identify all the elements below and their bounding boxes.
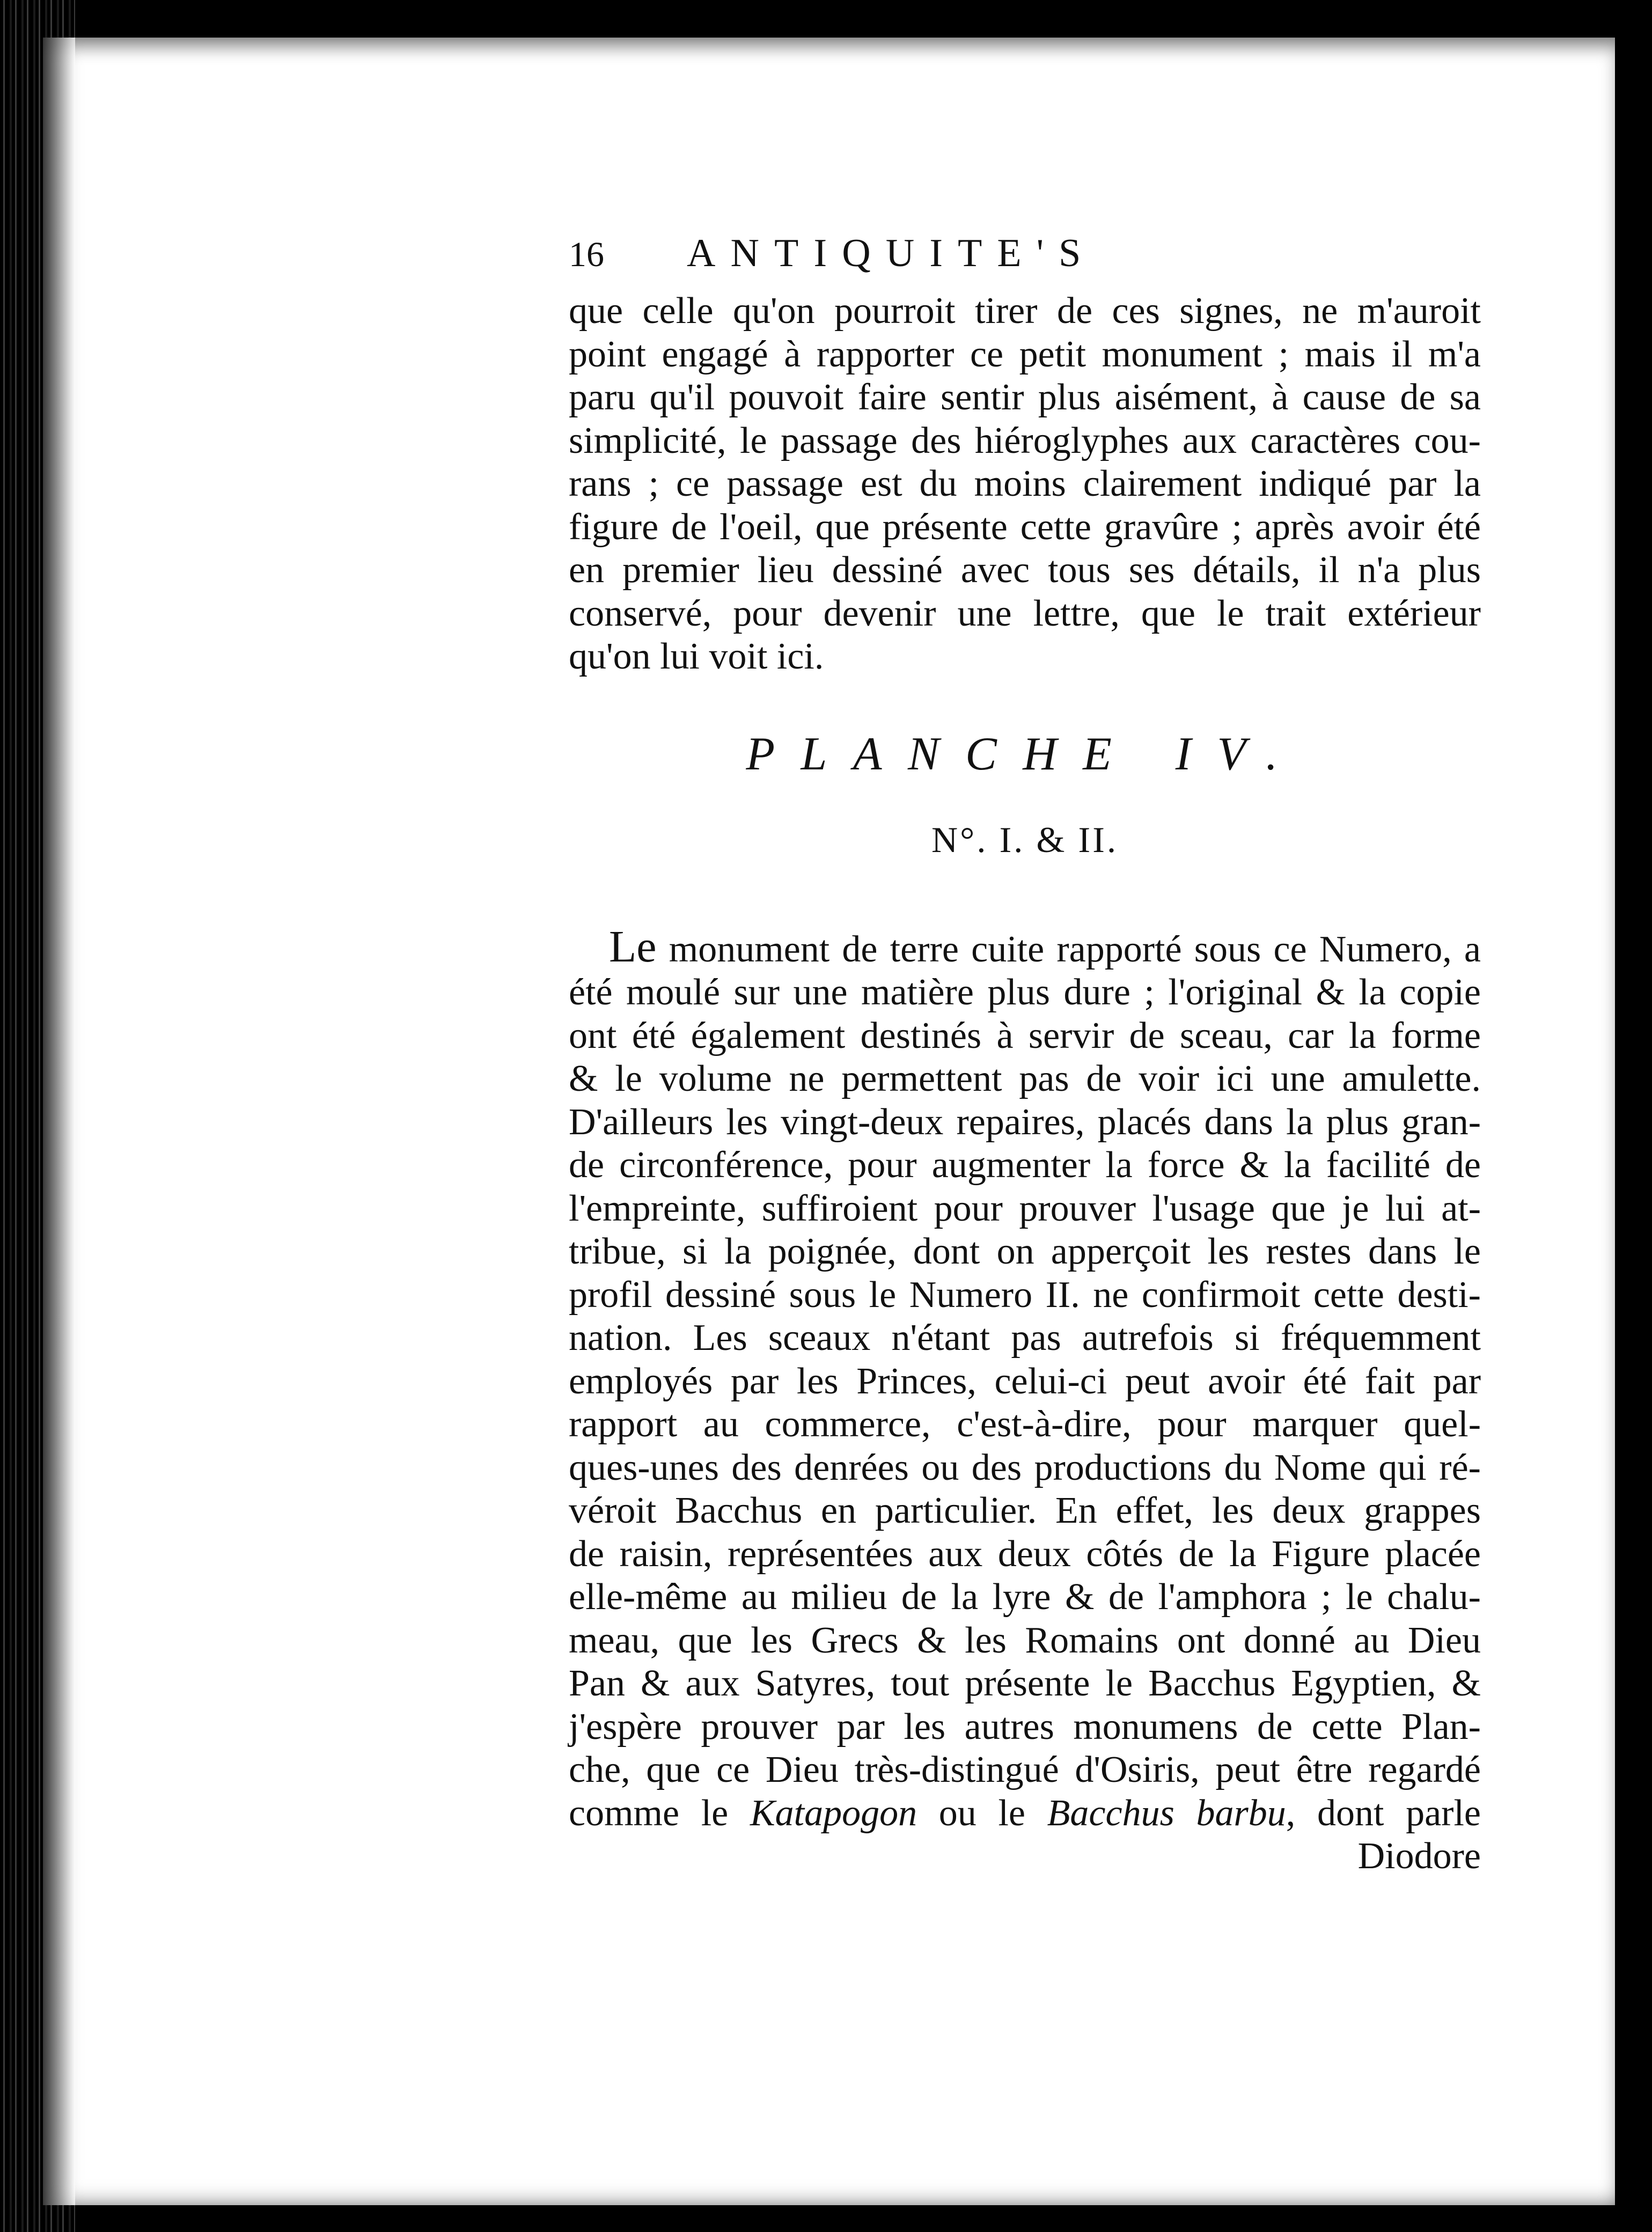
text-line: & le volume ne permettent pas de voir ici une amulette. <box>569 1058 1481 1099</box>
text-line: employés par les Princes, celui-ci peut avoir été fait par <box>569 1360 1481 1402</box>
text-line: Pan & aux Satyres, tout présente le Bacchus Egyptien, & <box>569 1663 1481 1704</box>
text-line: elle-même au milieu de la lyre & de l'amphora ; le chalu- <box>569 1576 1481 1618</box>
page-number: 16 <box>569 235 604 274</box>
text-line: tribue, si la poignée, dont on apperçoit les restes dans le <box>569 1231 1481 1272</box>
text-line: figure de l'oeil, que présente cette gravûre ; après avoir été <box>569 506 1481 548</box>
continuation-paragraph <box>569 290 1481 679</box>
text-line: meau, que les Grecs & les Romains ont donné au Dieu <box>569 1619 1481 1661</box>
plate-heading: PLANCHE IV. <box>746 728 1304 780</box>
text-line: de raisin, représentées aux deux côtés de la Figure placée <box>569 1533 1481 1575</box>
text-line: été moulé sur une matière plus dure ; l'original & la copie <box>569 972 1481 1013</box>
text-line: nation. Les sceaux n'étant pas autrefois si fréquemment <box>569 1317 1481 1359</box>
text-block <box>569 231 1481 1878</box>
text-line: D'ailleurs les vingt-deux repaires, placés dans la plus gran- <box>569 1101 1481 1143</box>
catchword: Diodore <box>1357 1835 1481 1877</box>
body-paragraph <box>569 921 1481 1878</box>
text-line: rapport au commerce, c'est-à-dire, pour marquer quel- <box>569 1404 1481 1445</box>
text-line: en premier lieu dessiné avec tous ses détails, il n'a plus <box>569 549 1481 591</box>
first-line-text: monument de terre cuite rapporté sous ce Numero, a <box>656 928 1481 970</box>
italic-term-katapogon: Katapogon <box>750 1792 917 1834</box>
text-line-last <box>569 1792 1481 1835</box>
text-line: profil dessiné sous le Numero II. ne confirmoit cette desti- <box>569 1274 1481 1316</box>
book-page <box>43 38 1615 2205</box>
text-line: ques-unes des denrées ou des productions du Nome qui ré- <box>569 1447 1481 1488</box>
text-run: , dont parle <box>1286 1792 1481 1834</box>
italic-term-bacchus-barbu: Bacchus barbu <box>1047 1792 1286 1834</box>
text-run: comme le <box>569 1792 750 1834</box>
running-head <box>569 231 1481 290</box>
text-line: que celle qu'on pourroit tirer de ces signes, ne m'auroit <box>569 290 1481 332</box>
text-line: j'espère prouver par les autres monumens de cette Plan- <box>569 1706 1481 1748</box>
text-line: qu'on lui voit ici. <box>569 636 824 677</box>
text-line: véroit Bacchus en particulier. En effet, les deux grappes <box>569 1490 1481 1531</box>
initial-word: Le <box>609 921 657 972</box>
page-gutter-shadow <box>43 38 75 2205</box>
text-line: ont été également destinés à servir de sceau, car la forme <box>569 1015 1481 1056</box>
text-line: de circonférence, pour augmenter la force & la facilité de <box>569 1144 1481 1186</box>
running-title: ANTIQUITE'S <box>687 231 1096 275</box>
text-line: paru qu'il pouvoit faire sentir plus aisément, à cause de sa <box>569 377 1481 418</box>
section-number-heading: N°. I. & II. <box>931 819 1119 860</box>
text-line: rans ; ce passage est du moins clairement indiqué par la <box>569 463 1481 504</box>
text-line: conservé, pour devenir une lettre, que le trait extérieur <box>569 592 1481 634</box>
text-run: ou le <box>917 1792 1047 1834</box>
text-line-first <box>569 921 1481 972</box>
text-line: point engagé à rapporter ce petit monument ; mais il m'a <box>569 333 1481 375</box>
text-line: simplicité, le passage des hiéroglyphes aux caractères cou- <box>569 420 1481 461</box>
text-line: l'empreinte, suffiroient pour prouver l'usage que je lui at- <box>569 1187 1481 1229</box>
text-line: che, que ce Dieu très-distingué d'Osiris, peut être regardé <box>569 1749 1481 1790</box>
